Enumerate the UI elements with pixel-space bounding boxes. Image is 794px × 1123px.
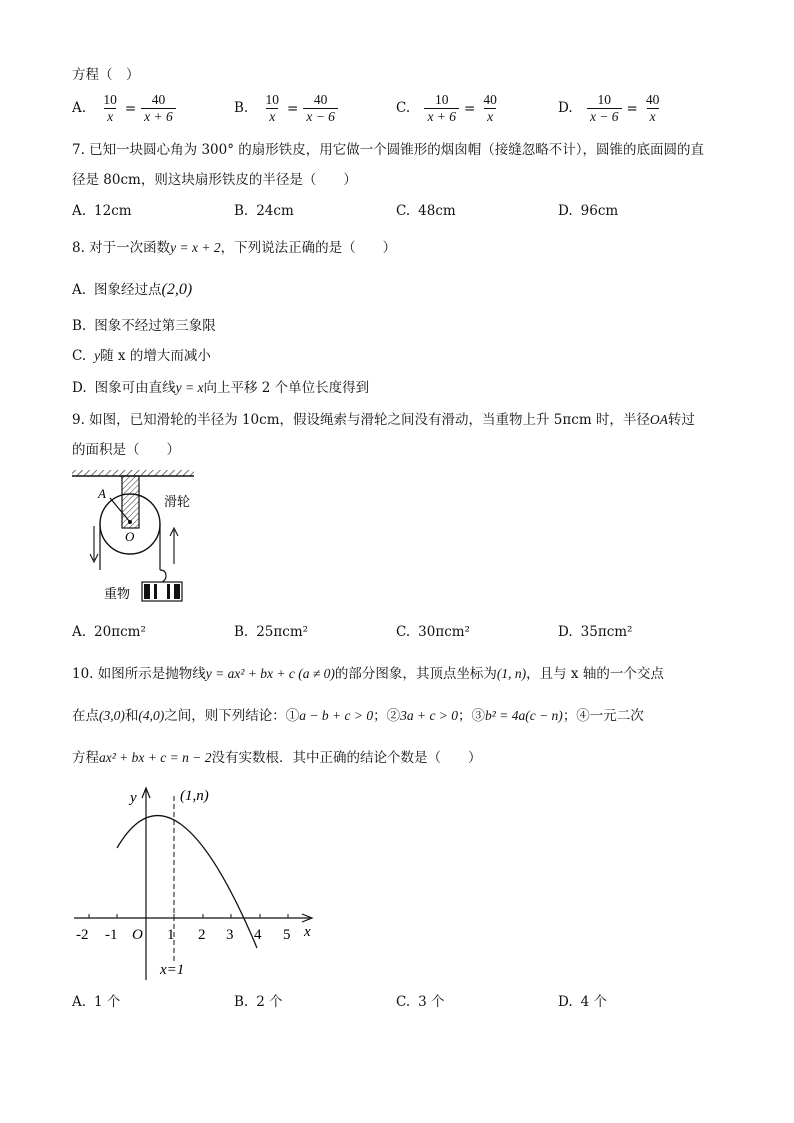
q6-option-d[interactable]: D. $\frac{10}{x - 6}$ = $\frac{40}{x}$ [558, 92, 664, 125]
x-axis-label: x [304, 924, 311, 940]
q7-option-b[interactable]: B. 24cm [234, 203, 294, 219]
q9-option-b[interactable]: B. 25πcm² [234, 624, 309, 640]
fraction: $\frac{40}{x - 6}$ [303, 92, 338, 125]
q6-option-b[interactable]: B. $\frac{10}{x}$ = $\frac{40}{x - 6}$ [234, 92, 340, 125]
tick-label: 2 [198, 927, 206, 943]
fraction: $\frac{40}{x + 6}$ [141, 92, 176, 125]
label-pulley: 滑轮 [164, 494, 191, 509]
symmetry-axis-label: x=1 [160, 962, 185, 978]
q10-stem-line3: 方程ax² + bx + c = n − 2没有实数根．其中正确的结论个数是（ ） [72, 750, 482, 766]
q7-stem-line1: 7. 已知一块圆心角为 300° 的扇形铁皮，用它做一个圆锥形的烟囱帽（接缝忽略不计），圆锥的底面圆的直 [72, 142, 705, 158]
q8-option-a[interactable]: A. 图象经过点(2,0) [72, 281, 193, 298]
up-arrow-icon [170, 528, 178, 564]
tick-label: 5 [283, 927, 291, 943]
label-weight: 重物 [104, 586, 131, 601]
pulley-figure [70, 468, 200, 610]
q6-option-a[interactable]: A. $\frac{10}{x}$ = $\frac{40}{x + 6}$ [72, 92, 178, 125]
q10-option-a[interactable]: A. 1 个 [72, 994, 121, 1010]
q10-stem-line2: 在点(3,0)和(4,0)之间，则下列结论：①a − b + c > 0；②3a + c > 0；③b² = 4a(c − n)；④一元二次 [72, 708, 644, 724]
vertex-label: (1,n) [180, 788, 209, 804]
q10-stem-line1: 10. 如图所示是抛物线y = ax² + bx + c (a ≠ 0)的部分图象，其顶点坐标为(1, n)，且与 x 轴的一个交点 [72, 666, 664, 682]
q8-option-c[interactable]: C. y随 x 的增大而减小 [72, 348, 211, 364]
q8-option-d[interactable]: D. 图象可由直线y = x向上平移 2 个单位长度得到 [72, 380, 370, 396]
q6-stem-tail: 方程（ ） [72, 67, 140, 83]
q10-option-c[interactable]: C. 3 个 [396, 994, 445, 1010]
parabola-graph [70, 780, 330, 986]
weight-block [142, 570, 182, 601]
tick-label: 1 [167, 927, 175, 943]
q8-option-b[interactable]: B. 图象不经过第三象限 [72, 318, 216, 334]
origin-label: O [132, 927, 143, 943]
center-point [128, 520, 132, 524]
math-expression: y = x + 2 [170, 240, 221, 255]
fraction: $\frac{10}{x}$ [103, 92, 117, 124]
q7-option-c[interactable]: C. 48cm [396, 203, 456, 219]
q7-option-d[interactable]: D. 96cm [558, 203, 619, 219]
fraction: $\frac{10}{x - 6}$ [587, 92, 622, 125]
q6-option-c[interactable]: C. $\frac{10}{x + 6}$ = $\frac{40}{x}$ [396, 92, 502, 125]
y-axis-label: y [130, 790, 137, 806]
q10-option-d[interactable]: D. 4 个 [558, 994, 608, 1010]
q7-stem-line2: 径是 80cm，则这块扇形铁皮的半径是（ ） [72, 172, 357, 188]
label-a: A [98, 486, 106, 501]
fraction: $\frac{10}{x}$ [265, 92, 280, 124]
tick-label: 4 [254, 927, 262, 943]
label-o: O [125, 529, 135, 544]
q8-stem: 8. 对于一次函数y = x + 2，下列说法正确的是（ ） [72, 240, 397, 256]
q9-option-d[interactable]: D. 35πcm² [558, 624, 633, 640]
fraction: $\frac{10}{x + 6}$ [424, 92, 459, 125]
q9-option-c[interactable]: C. 30πcm² [396, 624, 470, 640]
tick-label: 3 [226, 927, 234, 943]
q9-stem-line1: 9. 如图，已知滑轮的半径为 10cm，假设绳索与滑轮之间没有滑动，当重物上升 5πcm 时，半径OA转过 [72, 412, 695, 428]
tick-label: -1 [105, 927, 118, 943]
q9-option-a[interactable]: A. 20πcm² [72, 624, 146, 640]
q7-option-a[interactable]: A. 12cm [72, 203, 132, 219]
tick-label: -2 [76, 927, 89, 943]
q10-option-b[interactable]: B. 2 个 [234, 994, 283, 1010]
down-arrow-icon [90, 526, 98, 562]
q9-stem-line2: 的面积是（ ） [72, 442, 180, 458]
fraction: $\frac{40}{x}$ [645, 92, 660, 124]
ceiling [72, 470, 194, 476]
fraction: $\frac{40}{x}$ [483, 92, 497, 124]
